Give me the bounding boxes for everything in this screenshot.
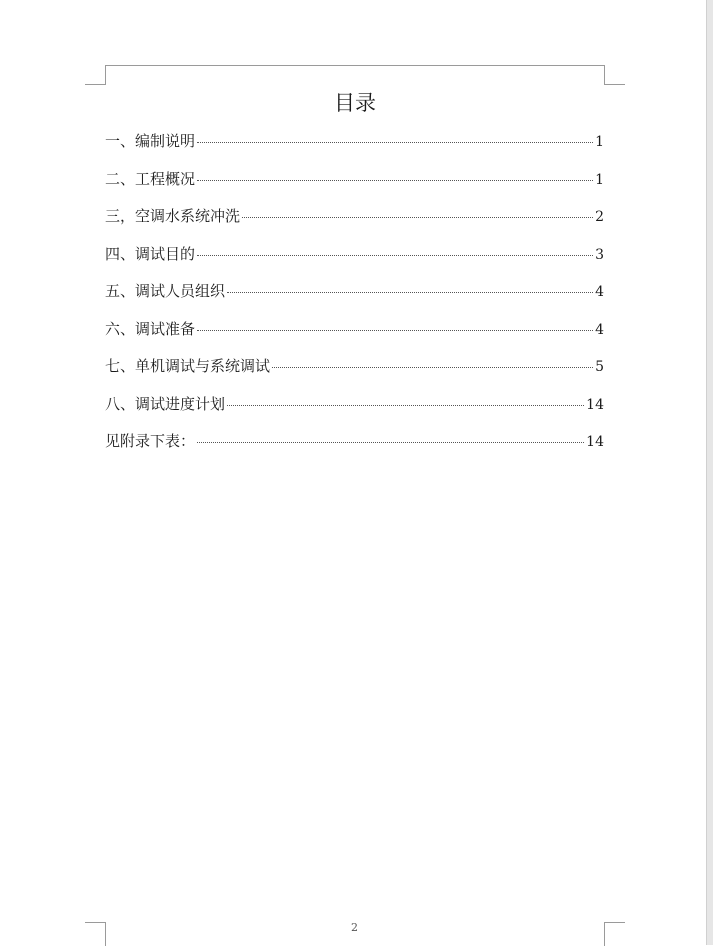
toc-entry-label: 见附录下表： bbox=[105, 432, 196, 450]
toc-entry-page: 1 bbox=[595, 171, 604, 188]
header-margin-line bbox=[105, 65, 604, 66]
toc-entry-page: 14 bbox=[586, 434, 604, 450]
toc-entry-label: 八、调试进度计划 bbox=[105, 394, 226, 413]
toc-entry-page: 3 bbox=[595, 246, 604, 263]
toc-entry[interactable] bbox=[105, 127, 604, 165]
toc-entry[interactable] bbox=[105, 315, 604, 353]
toc-leader-dots bbox=[197, 255, 593, 256]
toc-entry[interactable] bbox=[105, 202, 604, 240]
toc-entry-page: 14 bbox=[586, 396, 604, 413]
toc-leader-dots bbox=[227, 405, 584, 406]
toc-leader-dots bbox=[227, 292, 593, 293]
toc-leader-dots bbox=[197, 142, 593, 143]
toc-entry[interactable] bbox=[105, 240, 604, 278]
toc-entry[interactable] bbox=[105, 427, 604, 465]
toc-leader-dots bbox=[197, 180, 593, 181]
toc-entry[interactable] bbox=[105, 277, 604, 315]
crop-mark-top-right bbox=[604, 65, 625, 85]
toc-title: 目录 bbox=[334, 91, 376, 115]
toc-leader-dots bbox=[272, 367, 593, 368]
toc-entry-page: 4 bbox=[595, 321, 604, 338]
toc-entry-label: 二、工程概况 bbox=[105, 169, 196, 188]
toc-entry[interactable] bbox=[105, 390, 604, 428]
toc-leader-dots bbox=[197, 442, 584, 443]
toc-entry-page: 1 bbox=[595, 134, 604, 150]
toc-leader-dots bbox=[197, 330, 593, 331]
toc-entry-label: 六、调试准备 bbox=[105, 319, 196, 338]
toc-entry-label: 五、调试人员组织 bbox=[105, 282, 226, 300]
toc-entry-label: 四、调试目的 bbox=[105, 244, 196, 263]
toc-entry[interactable] bbox=[105, 352, 604, 390]
toc-entry-page: 5 bbox=[595, 359, 604, 375]
crop-mark-top-left bbox=[85, 65, 106, 85]
toc-entry-label: 三，空调水系统冲洗 bbox=[105, 207, 241, 225]
toc-entry[interactable] bbox=[105, 165, 604, 203]
toc-entry-label: 七、单机调试与系统调试 bbox=[105, 357, 271, 375]
toc-entry-page: 2 bbox=[595, 209, 604, 225]
page-number: 2 bbox=[351, 921, 358, 934]
toc-leader-dots bbox=[242, 217, 593, 218]
table-of-contents bbox=[105, 127, 604, 465]
toc-entry-label: 一、编制说明 bbox=[105, 132, 196, 150]
viewer-scroll-edge bbox=[706, 0, 713, 945]
toc-entry-page: 4 bbox=[595, 284, 604, 300]
